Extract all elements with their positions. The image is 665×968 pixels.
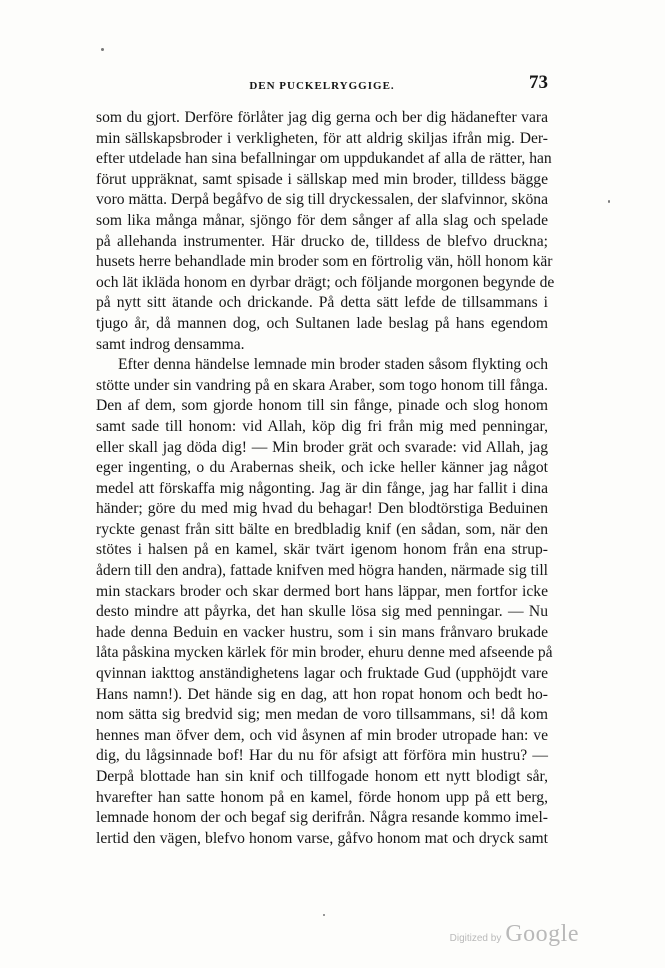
text-line: som lika många månar, sjöngo för dem sånger af alla slag och spelade	[96, 211, 548, 229]
watermark-prefix: Digitized by	[449, 933, 502, 944]
ink-speck	[323, 914, 325, 916]
text-line: händer; göre du med mig hvad du behagar! Den blodtörstiga Beduinen	[96, 500, 548, 518]
text-line: lertid den vägen, blefvo honom varse, gåfvo honom mat och dryck samt	[96, 829, 548, 847]
text-line: Den af dem, som gjorde honom till sin fånge, pinade och slog honom	[96, 397, 548, 415]
body-text	[96, 108, 555, 849]
text-line: hennes man öfver dem, och vid åsynen af min broder utropade han: ve	[96, 726, 548, 744]
text-line: stötes i halsen på en kamel, skär tvärt igenom honom från ena strup-	[96, 541, 548, 559]
text-line: husets herre behandlade min broder som en förtrolig vän, höll honom kär	[96, 253, 553, 271]
digitized-watermark	[450, 921, 579, 948]
running-head: DEN PUCKELRYGGIGE.	[249, 80, 395, 92]
text-line: på allehanda instrumenter. Här drucko de, tilldess de blefvo druckna;	[96, 232, 548, 250]
text-line: dig, du lågsinnade bof! Har du nu för afsigt att förföra min hustru? —	[96, 747, 548, 765]
text-line: eller skall jag döda dig! — Min broder grät och svarade: vid Allah, jag	[96, 438, 548, 456]
page-number: 73	[529, 72, 548, 93]
text-line: min stackars broder och skar dermed bort hans läppar, men fortfor icke	[96, 582, 548, 600]
text-line: lemnade honom der och begaf sig derifrån. Några resande kommo imel-	[96, 809, 548, 827]
text-line: hade denna Beduin en vacker hustru, som i sin mans frånvaro brukade	[96, 623, 548, 641]
text-line: låta påskina mycken kärlek för min broder, ehuru denne med afseende på	[96, 644, 553, 662]
text-line: desto mindre att påyrka, det han skulle lösa sig med penningar. — Nu	[96, 603, 548, 621]
text-line: samt indrog densamma.	[96, 335, 245, 353]
text-line: eger ingenting, o du Arabernas sheik, och icke heller känner jag något	[96, 459, 548, 477]
text-line: efter utdelade han sina befallningar om uppdukandet af alla de rätter, han	[96, 150, 552, 168]
ink-speck	[101, 48, 104, 51]
google-logo: Google	[505, 921, 579, 947]
text-line: hvarefter han satte honom på en kamel, förde honom upp på ett berg,	[96, 788, 548, 806]
text-line: ryckte genast från sitt bälte en bredbladig knif (en sådan, som, när den	[96, 520, 548, 538]
text-line: samt sade till honom: vid Allah, köp dig fri från mig med penningar,	[96, 417, 548, 435]
ink-speck	[608, 200, 610, 203]
text-line: Efter denna händelse lemnade min broder staden såsom flykting och	[118, 356, 548, 374]
text-line: som du gjort. Derföre förlåter jag dig gerna och ber dig hädanefter vara	[96, 109, 548, 126]
text-line: på nytt sitt ätande och drickande. På detta sätt lefde de tillsammans i	[96, 294, 548, 312]
text-line: ådern till den andra), fattade knifven med högra handen, närmade sig till	[96, 562, 548, 580]
text-line: min sällskapsbroder i verkligheten, för att aldrig skiljas ifrån mig. Der-	[96, 129, 548, 147]
text-line: och lät ikläda honom en dyrbar drägt; och följande morgonen begynde de	[96, 273, 555, 291]
text-line: tjugo år, då mannen dog, och Sultanen lade beslag på hans egendom	[96, 314, 548, 332]
text-line: förut uppräknat, samt spisade i sällskap med min broder, tilldess bägge	[96, 170, 548, 188]
page-header	[96, 72, 548, 98]
text-line: medel att förskaffa mig någonting. Jag är din fånge, jag har fallit i dina	[96, 479, 548, 497]
text-line: voro mätta. Derpå begåfvo de sig till dryckessalen, der slafvinnor, sköna	[96, 191, 548, 209]
text-line: qvinnan iakttog anständighetens lagar och fruktade Gud (upphöjdt vare	[96, 665, 548, 683]
text-line: stötte under sin vandring på en skara Araber, som togo honom till fånga.	[96, 376, 548, 394]
text-line: Hans namn!). Det hände sig en dag, att hon ropat honom och bedt ho-	[96, 685, 548, 703]
paragraph	[96, 108, 555, 355]
paragraph	[96, 355, 553, 849]
text-line: Derpå blottade han sin knif och tillfogade honom ett nytt blodigt sår,	[96, 768, 548, 785]
text-line: nom sätta sig bredvid sig; men medan de voro tillsammans, si! då kom	[96, 706, 548, 724]
